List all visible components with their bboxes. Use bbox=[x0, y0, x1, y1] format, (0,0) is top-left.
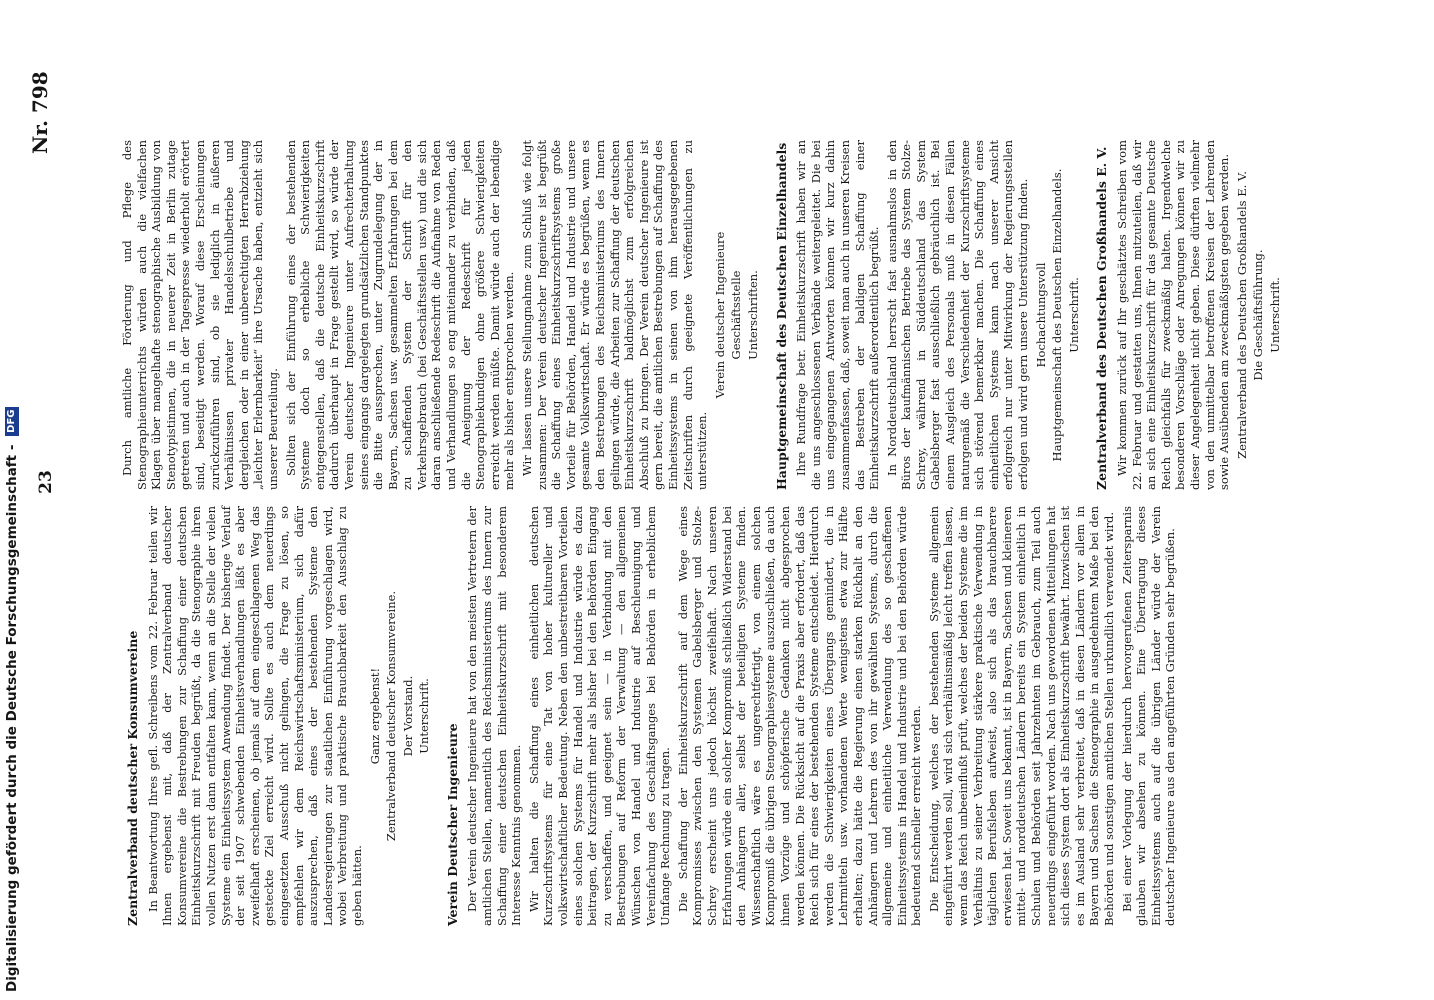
closing-line: Hochachtungsvoll bbox=[1033, 262, 1048, 368]
paragraph: Bei einer Vorlegung der hierdurch hervorgerufenen Zeitersparnis glauben wir absehen zu können. Eine Übertragung dieses Einheitssystems auch auf die übrigen Länder würde der Verein deutscher Ingenieure aus den angeführten Gründen sehr begrüßen. bbox=[1119, 506, 1178, 926]
dfg-logo: DFG bbox=[5, 407, 19, 436]
paragraph: Durch amtliche Förderung und Pflege des Stenographieunterrichts würden auch die vielfachen Klagen über mangelhafte stenographische Ausbildung von Stenotypistinnen, die in neuerer Zeit in Berlin zutage getreten und auch in der Tagespresse wiederholt erörtert sind, beseitigt werden. Worauf diese Erscheinungen zurückzuführen sind, ob sie lediglich in äußeren Verhältnissen privater Handelsschulbetriebe und dergleichen oder in einer unberechtigten Herrabziehung „leichter Erlernbarkeit“ ihre Ursache haben, entzieht sich unserer Beurteilung. bbox=[120, 140, 280, 490]
left-column bbox=[120, 506, 1181, 926]
paragraph: Wir lassen unsere Stellungnahme zum Schluß wie folgt zusammen: Der Verein deutscher Ingenieure ist begrüßt die Schaffung eines Einheitskurzschriftsystems große Vorteile für Behörden, Handel und Industrie und unsere gesamte Volkswirtschaft. Er würde es begrüßen, wenn es den Bestrebungen des Reichsministeriums des Innern gelingen würde, die Arbeiten zur Schaffung der deutschen Einheitskurzschrift baldmöglichst zum erfolgreichen Abschluß zu bringen. Der Verein deutscher Ingenieure ist gern bereit, die amtlichen Bestrebungen auf Schaffung des Einheitssystems in seinen von ihm herausgegebenen Zeitschriften durch geeignete Veröffentlichungen zu unterstützen. bbox=[520, 140, 710, 490]
paragraph: Wir kommen zurück auf Ihr geschätztes Schreiben vom 22. Februar und gestatten uns, Ihnen mitzuteilen, daß wir an sich eine Einheitskurzschrift für das gesamte Deutsche Reich gleichfalls für zweckmäßig halten. Irgendwelche besonderen Vorschläge oder Anregungen können wir zu dieser Angelegenheit nicht geben. Diese dürften vielmehr von den unmittelbar betroffenen Kreisen der Lehrenden sowie Ausübenden am zweckmäßigsten gegeben werden. bbox=[1115, 140, 1232, 490]
closing-line: Ganz ergebenst! bbox=[367, 667, 382, 765]
closing-line: Unterschrift. bbox=[417, 678, 432, 754]
closing-line: Zentralverband deutscher Konsumvereine. bbox=[384, 590, 399, 842]
paragraph: In Norddeutschland herrscht fast ausnahmslos in den Büros der kaufmännischen Betriebe das System Stolze-Schrey, während in Süddeutschland das System Gabelsberger fast ausschließlich gebräuchlich ist. Bei einem Ausgleich des Personals muß in diesen Fällen naturgemäß die Verschiedenheit der Kurzschriftsysteme sich störend bemerkbar machen. Die Schaffung eines einheitlichen Systems kann nach unserer Ansicht erfolgreich nur unter Mitwirkung der Regierungsstellen erfolgen und wird gern unsere Unterstützung finden. bbox=[884, 140, 1031, 490]
document-number: Nr. 798 bbox=[28, 71, 52, 154]
closing-line: Die Geschäftsführung. bbox=[1251, 249, 1266, 381]
section-heading: Zentralverband des Deutschen Großhandels E. V. bbox=[1094, 146, 1110, 490]
paragraph: Ihre Rundfrage betr. Einheitskurzschrift haben wir an die uns angeschlossenen Verbände weitergeleitet. Die bei uns eingegangenen Antworten können wir kurz dahin zusammenfassen, daß, soweit man auch in unseren Kreisen das Bestreben der baldigen Schaffung einer Einheitskurzschrift außerordentlich begrüßt. bbox=[794, 140, 882, 490]
section-heading: Zentralverband deutscher Konsumvereine bbox=[125, 630, 140, 926]
closing-line: Unterschrift. bbox=[1267, 277, 1282, 353]
section-heading: Hauptgemeinschaft des Deutschen Einzelhandels bbox=[773, 142, 789, 490]
page-number: 23 bbox=[36, 470, 56, 494]
paragraph: Wir halten die Schaffung eines einheitlichen deutschen Kurzschriftsystems für eine Tat von hoher kultureller und volkswirtschaftlicher Bedeutung. Neben den unbestreitbaren Vorteilen eines solchen Systems für Handel und Industrie würde es dazu beitragen, der Kurzschrift mehr als bisher bei den Behörden Eingang zu verschaffen, und geeignet sein — in Verbindung mit den Bestrebungen auf Reform der Verwaltung — den allgemeinen Wünschen von Handel und Industrie auf Beschleunigung und Vereinfachung des Geschäftsganges bei Behörden in erheblichem Umfange Rechnung zu tragen. bbox=[526, 506, 673, 926]
middle-column bbox=[120, 140, 1285, 490]
digitization-footer bbox=[0, 7, 24, 992]
digitization-note: Digitalisierung gefördert durch die Deutsche Forschungsgemeinschaft - bbox=[4, 444, 20, 992]
paragraph: Die Entscheidung, welches der bestehenden Systeme allgemein eingeführt werden soll, wird sich verhältnismäßig leicht treffen lassen, wenn das Reich unbeeinflußt prüft, welches der beiden Systeme die im Verhältnis zu seiner Verbreitung stärkere praktische Verwendung in täglichen Berufsleben aufweist, also sich als das brauchbarere erwiesen hat. Soweit uns bekannt, ist in Bayern, Sachsen und kleineren mittel- und norddeutschen Ländern bereits ein System einheitlich in Schulen und Behörden seit Jahrzehnten im Gebrauch, zum Teil auch neuerdings eingeführt worden. Nach uns gewordenen Mitteilungen hat sich dieses System dort als Einheitskurzschrift bewährt. Inzwischen ist es im Ausland sehr verbreitet, daß in diesen Ländern vor allem in Bayern und Sachsen die Stenographie in ausgedehntem Maße bei den Behörden und sonstigen amtlichen Stellen urkundlich verwendet wird. bbox=[926, 506, 1116, 926]
paragraph: Sollten sich der Einführung eines der bestehenden Systeme doch so erhebliche Schwierigkeiten entgegenstellen, daß die deutsche Einheitskurzschrift dadurch überhaupt in Frage gestellt wird, so würde der Verein deutscher Ingenieure unter Aufrechterhaltung seines eingangs dargelegten grundsätzlichen Standpunktes die Bitte aussprechen, unter Zugrundelegung der in Bayern, Sachsen usw. gesammelten Erfahrungen bei dem zu schaffenden System der Schrift für den Verkehrsgebrauch (bei Geschäftsstellen usw.) und die sich daran anschließende Redeschrift die Aufnahme von Reden und Verhandlungen so eng miteinander zu verbinden, daß die Aneignung der Redeschrift für jeden Stenographiekundigen ohne größere Schwierigkeiten erreicht werden müßte. Damit würde auch der lebendige mehr als bisher entsprochen werden. bbox=[283, 140, 517, 490]
closing-line: Zentralverband des Deutschen Großhandels E. V. bbox=[1234, 171, 1249, 459]
closing-line: Der Vorstand. bbox=[400, 675, 415, 757]
paragraph: Der Verein deutscher Ingenieure hat von den meisten Vertretern der amtlichen Stellen, namentlich des Reichsministeriums des Innern zur Schaffung einer deutschen Einheitskurzschrift mit besonderem Interesse Kenntnis genommen. bbox=[465, 506, 524, 926]
closing-line: Hauptgemeinschaft des Deutschen Einzelhandels. bbox=[1050, 168, 1065, 462]
closing-line: Unterschriften. bbox=[745, 270, 760, 360]
paragraph: In Beantwortung Ihres gefl. Schreibens vom 22. Februar teilen wir Ihnen ergebenst mit, daß der Zentralverband deutscher Konsumvereine die Bestrebungen zur Schaffung einer deutschen Einheitskurzschrift mit Freuden begrüßt, da die Stenographie ihren vollen Nutzen erst dann entfalten kann, wenn an die Stelle der vielen Systeme ein Einheitssystem Anwendung findet. Der bisherige Verlauf der seit 1907 schwebenden Einheitsverhandlungen läßt es aber zweifelhaft erscheinen, ob jemals auf dem eingeschlagenen Weg das gesteckte Ziel erreicht wird. Sollte es auch dem neuerdings eingesetzten Ausschuß nicht gelingen, die Frage zu lösen, so empfehlen wir dem Reichswirtschaftsministerium, sich dafür auszusprechen, daß eines der bestehenden Systeme den Landesregierungen zur staatlichen Einführung vorgeschlagen wird, wobei Verbreitung und praktische Brauchbarkeit den Ausschlag zu geben hätten. bbox=[145, 506, 364, 926]
paragraph: Die Schaffung der Einheitskurzschrift auf dem Wege eines Kompromisses zwischen den Systemen Gabelsberger und Stolze-Schrey erscheint uns jedoch höchst zweifelhaft. Nach unseren Erfahrungen würde ein solcher Kompromiß schließlich Widerstand bei den Anhängern aller, selbst der beteiligten Systeme finden. Wissenschaftlich wäre es ungerechtfertigt, von einem solchen Kompromiß die übrigen Stenographiesysteme auszuschließen, da auch ihnen Vorzüge und schöpferische Gedanken nicht abgesprochen werden können. Die Rücksicht auf die Praxis aber erfordert, daß das Reich sich für eines der bestehenden Systeme entscheidet. Hierdurch werden die Schwierigkeiten eines Übergangs gemindert, die in Lehrmitteln usw. vorhandenen Werte wenigstens etwa zur Hälfte erhalten; dazu hätte die Regierung einen starken Rückhalt an den Anhängern und Lehrern des von ihr gewählten Systems, durch die allgemeine und einheitliche Verwendung des so geschaffenen Einheitssystems in Handel und Industrie und bei den Behörden würde bedeutend schneller erreicht werden. bbox=[675, 506, 924, 926]
closing-line: Verein deutscher Ingenieure bbox=[712, 231, 727, 399]
closing-line: Unterschrift. bbox=[1066, 277, 1081, 353]
section-heading: Verein Deutscher Ingenieure bbox=[444, 723, 460, 926]
closing-line: Geschäftsstelle bbox=[729, 270, 744, 360]
